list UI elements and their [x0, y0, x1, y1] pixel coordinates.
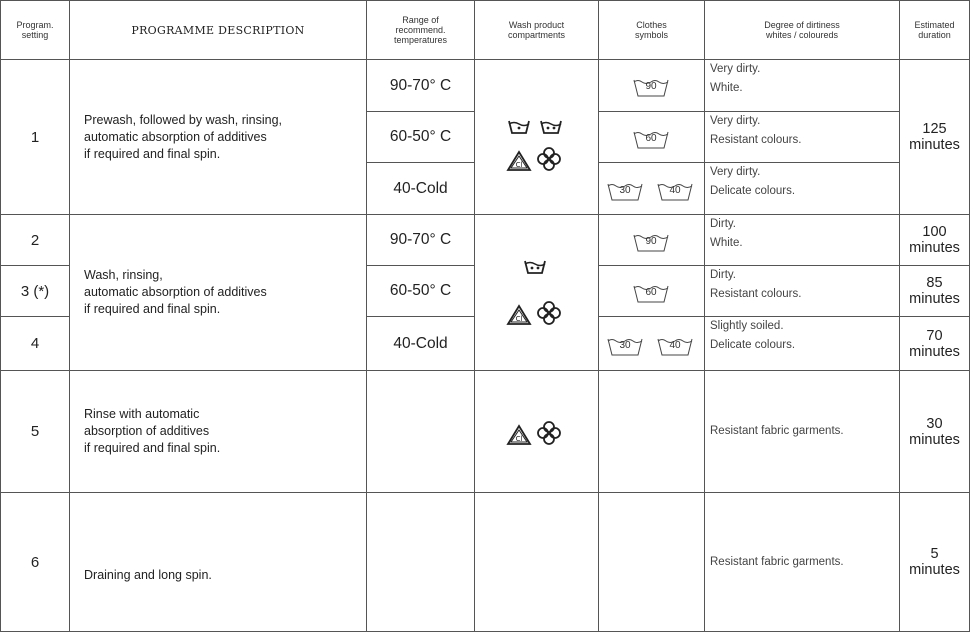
header-clothes-symbols: [599, 1, 704, 59]
wash-temperature-label: 40: [669, 340, 681, 351]
duration-value: 5: [930, 546, 939, 562]
dirtiness-level: Very dirty.: [710, 115, 761, 127]
program-number: 3 (*): [20, 282, 50, 300]
description-line: if required and final spin.: [84, 302, 221, 316]
wash-tub-icon: [633, 283, 669, 303]
header-description: PROGRAMME DESCRIPTION: [131, 23, 305, 37]
duration-value: 125: [922, 121, 947, 137]
description-line: automatic absorption of additives: [84, 285, 267, 299]
description-line: Wash, rinsing,: [84, 268, 163, 282]
softener-icon: [536, 146, 562, 172]
wash-temperature-label: 60: [645, 287, 657, 298]
header-program-line2: setting: [21, 30, 49, 40]
fabric-type: Resistant colours.: [710, 134, 802, 146]
fabric-type: White.: [710, 237, 743, 249]
svg-text:Cl: Cl: [515, 161, 523, 169]
header-wash-line2: compartments: [507, 30, 566, 40]
estimated-duration: [900, 371, 969, 492]
description-line: absorption of additives: [84, 424, 210, 438]
wash-tub-icon: [657, 336, 693, 356]
header-range-line3: temperatures: [393, 35, 448, 45]
fabric-type: Resistant colours.: [710, 288, 802, 300]
duration-unit: minutes: [909, 240, 960, 256]
wash-tub-icon: [657, 181, 693, 201]
duration-value: 85: [926, 275, 943, 291]
header-dirtiness: [705, 1, 899, 59]
header-wash-line1: Wash product: [508, 20, 565, 30]
fabric-type: Resistant fabric garments.: [710, 425, 844, 437]
description-line: Prewash, followed by wash, rinsing,: [84, 112, 283, 127]
wash-temperature-label: 30: [619, 185, 631, 196]
header-dirt-line1: Degree of dirtiness: [764, 20, 840, 30]
estimated-duration: [900, 266, 969, 316]
description-line: Draining and long spin.: [84, 567, 212, 582]
wash-icon: [524, 260, 546, 274]
wash-tub-icon: [633, 129, 669, 149]
header-dirt-line2: whites / coloureds: [765, 30, 839, 40]
programme-description: [84, 215, 364, 370]
fabric-type: Delicate colours.: [710, 185, 796, 197]
duration-value: 70: [926, 327, 943, 344]
duration-value: 100: [922, 224, 947, 240]
fabric-type: Delicate colours.: [710, 339, 796, 351]
wash-temperature-label: 90: [645, 81, 657, 92]
header-range-line2: recommend.: [395, 25, 446, 35]
program-number: 6: [30, 553, 40, 571]
dirtiness-cell: [710, 266, 898, 316]
header-temperature-range: [367, 1, 474, 59]
header-clothes-line1: Clothes: [636, 20, 667, 30]
prewash-icon: [508, 120, 530, 134]
wash-temperature-label: 30: [619, 340, 631, 351]
dirtiness-cell: [710, 215, 898, 265]
fabric-type: Resistant fabric garments.: [710, 555, 844, 568]
estimated-duration: [900, 493, 969, 631]
header-wash-compartments: [475, 1, 598, 59]
programme-description: [84, 60, 364, 214]
duration-unit: minutes: [909, 431, 960, 448]
duration-unit: minutes: [909, 562, 960, 578]
wash-tub-icon: [633, 232, 669, 252]
svg-text:Cl: Cl: [515, 315, 523, 323]
temperature-range: 60-50° C: [389, 282, 452, 299]
wash-tub-icon: [607, 336, 643, 356]
header-range-line1: Range of: [402, 15, 439, 25]
program-number: 2: [30, 231, 40, 249]
programme-description: [84, 545, 364, 605]
header-program-line1: Program.: [16, 20, 54, 30]
dirtiness-cell: [710, 371, 898, 492]
wash-temperature-label: 90: [645, 236, 657, 247]
header-duration-line1: Estimated: [914, 20, 955, 30]
bleach-icon: [506, 304, 532, 326]
temperature-range: 90-70° C: [389, 76, 452, 94]
temperature-range: 60-50° C: [389, 128, 452, 145]
softener-icon: [536, 420, 562, 446]
header-clothes-line2: symbols: [634, 30, 668, 40]
dirtiness-level: Slightly soiled.: [710, 320, 784, 332]
estimated-duration: [900, 317, 969, 370]
dirtiness-level: Dirty.: [710, 218, 736, 230]
temperature-range: 40-Cold: [393, 179, 448, 197]
duration-unit: minutes: [909, 137, 960, 153]
duration-unit: minutes: [909, 291, 960, 307]
description-line: automatic absorption of additives: [84, 129, 267, 144]
program-number: 1: [30, 128, 40, 146]
wash-temperature-label: 40: [669, 185, 681, 196]
wash-tub-icon: [607, 181, 643, 201]
program-number: 5: [30, 423, 40, 440]
bleach-icon: [506, 424, 532, 446]
wash-tub-icon: [633, 77, 669, 97]
description-line: if required and final spin.: [84, 146, 221, 161]
softener-icon: [536, 300, 562, 326]
dirtiness-level: Very dirty.: [710, 166, 761, 178]
duration-value: 30: [926, 415, 943, 432]
dirtiness-cell: [710, 493, 898, 631]
header-program-setting: [1, 1, 69, 59]
fabric-type: White.: [710, 82, 743, 94]
header-duration-line2: duration: [918, 30, 951, 40]
duration-unit: minutes: [909, 343, 960, 360]
dirtiness-cell: [710, 112, 898, 162]
estimated-duration: [900, 215, 969, 265]
dirtiness-cell: [710, 317, 898, 370]
dirtiness-cell: [710, 163, 898, 214]
programme-description: [84, 371, 364, 492]
dirtiness-level: Very dirty.: [710, 63, 761, 75]
wash-icon: [540, 120, 562, 134]
program-number: 4: [30, 335, 40, 352]
header-duration: [900, 1, 969, 59]
svg-text:Cl: Cl: [515, 435, 523, 443]
bleach-icon: [506, 150, 532, 172]
description-line: Rinse with automatic: [84, 407, 200, 421]
temperature-range: 40-Cold: [393, 334, 448, 352]
dirtiness-cell: [710, 60, 898, 111]
description-line: if required and final spin.: [84, 441, 221, 455]
dirtiness-level: Dirty.: [710, 269, 736, 281]
temperature-range: 90-70° C: [389, 231, 452, 248]
wash-temperature-label: 60: [645, 133, 657, 144]
estimated-duration: [900, 60, 969, 214]
